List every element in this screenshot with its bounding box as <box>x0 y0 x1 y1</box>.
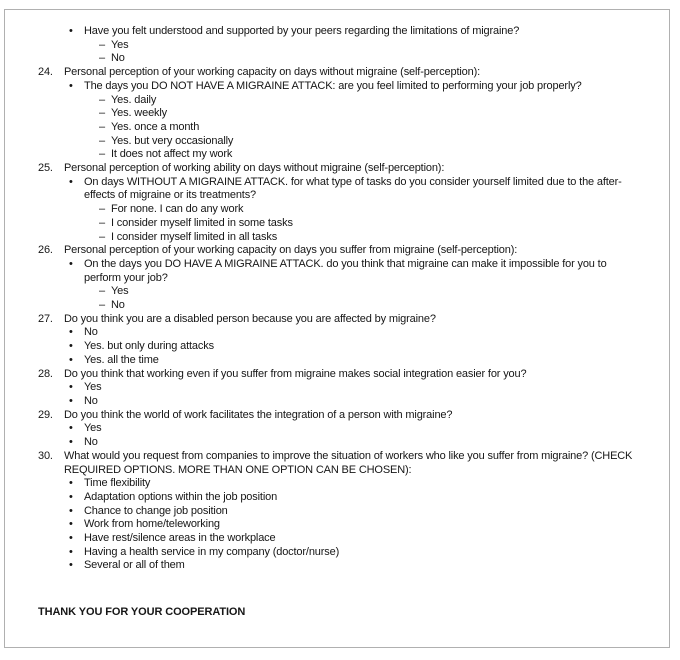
dash-option-text: I consider myself limited in some tasks <box>111 216 293 229</box>
bullet-text: Yes <box>84 422 102 435</box>
question-number: 30. <box>38 449 53 462</box>
bullet-text: Yes. but only during attacks <box>84 340 214 353</box>
bullet-item <box>38 25 641 39</box>
dash-icon: – <box>99 203 105 216</box>
bullet-item <box>38 436 641 450</box>
question-item <box>38 409 641 450</box>
question-text: Personal perception of your working capacity on days you suffer from migraine (self-perception): <box>64 244 518 257</box>
dash-icon: – <box>99 230 105 243</box>
bullet-text: Yes <box>84 381 102 394</box>
dash-option-text: Yes. daily <box>111 93 157 106</box>
bullet-item <box>38 176 641 203</box>
question-text: Do you think that working even if you suffer from migraine makes social integration easier for you? <box>64 367 527 380</box>
question-item <box>38 368 641 409</box>
dash-icon: – <box>99 216 105 229</box>
dash-option-item <box>38 39 641 53</box>
bullet-item <box>38 354 641 368</box>
questionnaire-content <box>38 25 641 620</box>
bullet-item <box>38 340 641 354</box>
document-page <box>4 9 670 648</box>
dash-option-text: Yes <box>111 285 129 298</box>
bullet-text: On the days you DO HAVE A MIGRAINE ATTACK. do you think that migraine can make it impossible for you to perform your job? <box>84 257 607 284</box>
dash-option-text: Yes. once a month <box>111 120 200 133</box>
question-row <box>38 162 641 176</box>
footer-text: THANK YOU FOR YOUR COOPERATION <box>38 606 246 619</box>
bullet-item <box>38 395 641 409</box>
bullet-text: Work from home/teleworking <box>84 518 220 531</box>
question-number: 25. <box>38 162 53 175</box>
dash-option-item <box>38 231 641 245</box>
bullet-item <box>38 546 641 560</box>
bullet-item <box>38 532 641 546</box>
dash-option-item <box>38 135 641 149</box>
dash-option-text: Yes. weekly <box>111 107 168 120</box>
dash-option-item <box>38 94 641 108</box>
dash-icon: – <box>99 107 105 120</box>
bullet-text: No <box>84 326 98 339</box>
bullet-icon: • <box>69 545 73 558</box>
question-row <box>38 313 641 327</box>
bullet-text: Have rest/silence areas in the workplace <box>84 532 276 545</box>
dash-icon: – <box>99 52 105 65</box>
dash-option-item <box>38 217 641 231</box>
bullet-icon: • <box>69 532 73 545</box>
question-item <box>38 162 641 244</box>
question-number: 28. <box>38 367 53 380</box>
bullet-item <box>38 258 641 285</box>
bullet-item <box>38 491 641 505</box>
dash-option-text: No <box>111 52 125 65</box>
bullet-item <box>38 80 641 94</box>
question-row <box>38 244 641 258</box>
dash-option-item <box>38 299 641 313</box>
question-item <box>38 244 641 313</box>
bullet-icon: • <box>69 559 73 572</box>
bullet-item <box>38 559 641 573</box>
bullet-icon: • <box>69 422 73 435</box>
dash-icon: – <box>99 120 105 133</box>
bullet-text: No <box>84 436 98 449</box>
bullet-text: Time flexibility <box>84 477 151 490</box>
question-number: 27. <box>38 312 53 325</box>
dash-icon: – <box>99 134 105 147</box>
bullet-icon: • <box>69 436 73 449</box>
bullet-text: No <box>84 394 98 407</box>
question-text: Do you think the world of work facilitates the integration of a person with migraine? <box>64 408 453 421</box>
bullet-text: Adaptation options within the job position <box>84 490 278 503</box>
bullet-text: Have you felt understood and supported by your peers regarding the limitations of migraine? <box>84 25 520 37</box>
dash-option-text: Yes. but very occasionally <box>111 134 234 147</box>
bullet-icon: • <box>69 353 73 366</box>
dash-option-text: It does not affect my work <box>111 148 233 161</box>
bullet-item <box>38 477 641 491</box>
dash-option-item <box>38 148 641 162</box>
dash-option-text: I consider myself limited in all tasks <box>111 230 278 243</box>
dash-option-item <box>38 121 641 135</box>
bullet-icon: • <box>69 25 73 37</box>
dash-icon: – <box>99 148 105 161</box>
dash-icon: – <box>99 38 105 51</box>
question-row <box>38 409 641 423</box>
bullet-text: Several or all of them <box>84 559 185 572</box>
question-row <box>38 368 641 382</box>
question-number: 29. <box>38 408 53 421</box>
bullet-text: The days you DO NOT HAVE A MIGRAINE ATTACK: are you feel limited to performing your job properly? <box>84 79 582 92</box>
bullet-item <box>38 422 641 436</box>
bullet-item <box>38 381 641 395</box>
bullet-text: Yes. all the time <box>84 353 159 366</box>
question-list <box>38 25 641 573</box>
question-item <box>38 66 641 162</box>
bullet-icon: • <box>69 394 73 407</box>
dash-option-item <box>38 203 641 217</box>
question-text: What would you request from companies to improve the situation of workers who like you suffer from migraine? (CHECK REQUIRED OPTIONS. MORE THAN ONE OPTION CAN BE CHOSEN): <box>64 449 633 476</box>
dash-icon: – <box>99 285 105 298</box>
bullet-text: Chance to change job position <box>84 504 228 517</box>
dash-icon: – <box>99 299 105 312</box>
question-item <box>38 313 641 368</box>
dash-option-text: No <box>111 299 125 312</box>
question-text: Personal perception of your working capacity on days without migraine (self-perception): <box>64 66 481 79</box>
bullet-text: On days WITHOUT A MIGRAINE ATTACK. for what type of tasks do you consider yourself limited due to the after-effects of migraine or its treatments? <box>84 175 622 202</box>
dash-option-item <box>38 52 641 66</box>
question-number: 24. <box>38 66 53 79</box>
bullet-icon: • <box>69 477 73 490</box>
question-text: Do you think you are a disabled person because you are affected by migraine? <box>64 312 436 325</box>
bullet-icon: • <box>69 257 73 270</box>
bullet-icon: • <box>69 490 73 503</box>
bullet-item <box>38 505 641 519</box>
question-item <box>38 450 641 573</box>
question-row <box>38 66 641 80</box>
bullet-item <box>38 326 641 340</box>
bullet-icon: • <box>69 79 73 92</box>
dash-option-text: For none. I can do any work <box>111 203 244 216</box>
question-number: 26. <box>38 244 53 257</box>
question-text: Personal perception of working ability on days without migraine (self-perception): <box>64 162 445 175</box>
bullet-icon: • <box>69 326 73 339</box>
dash-option-item <box>38 107 641 121</box>
question-row <box>38 450 641 477</box>
bullet-icon: • <box>69 518 73 531</box>
bullet-icon: • <box>69 340 73 353</box>
bullet-text: Having a health service in my company (doctor/nurse) <box>84 545 340 558</box>
bullet-item <box>38 518 641 532</box>
dash-option-text: Yes <box>111 38 129 51</box>
dash-icon: – <box>99 93 105 106</box>
bullet-icon: • <box>69 175 73 188</box>
bullet-icon: • <box>69 381 73 394</box>
bullet-icon: • <box>69 504 73 517</box>
dash-option-item <box>38 285 641 299</box>
